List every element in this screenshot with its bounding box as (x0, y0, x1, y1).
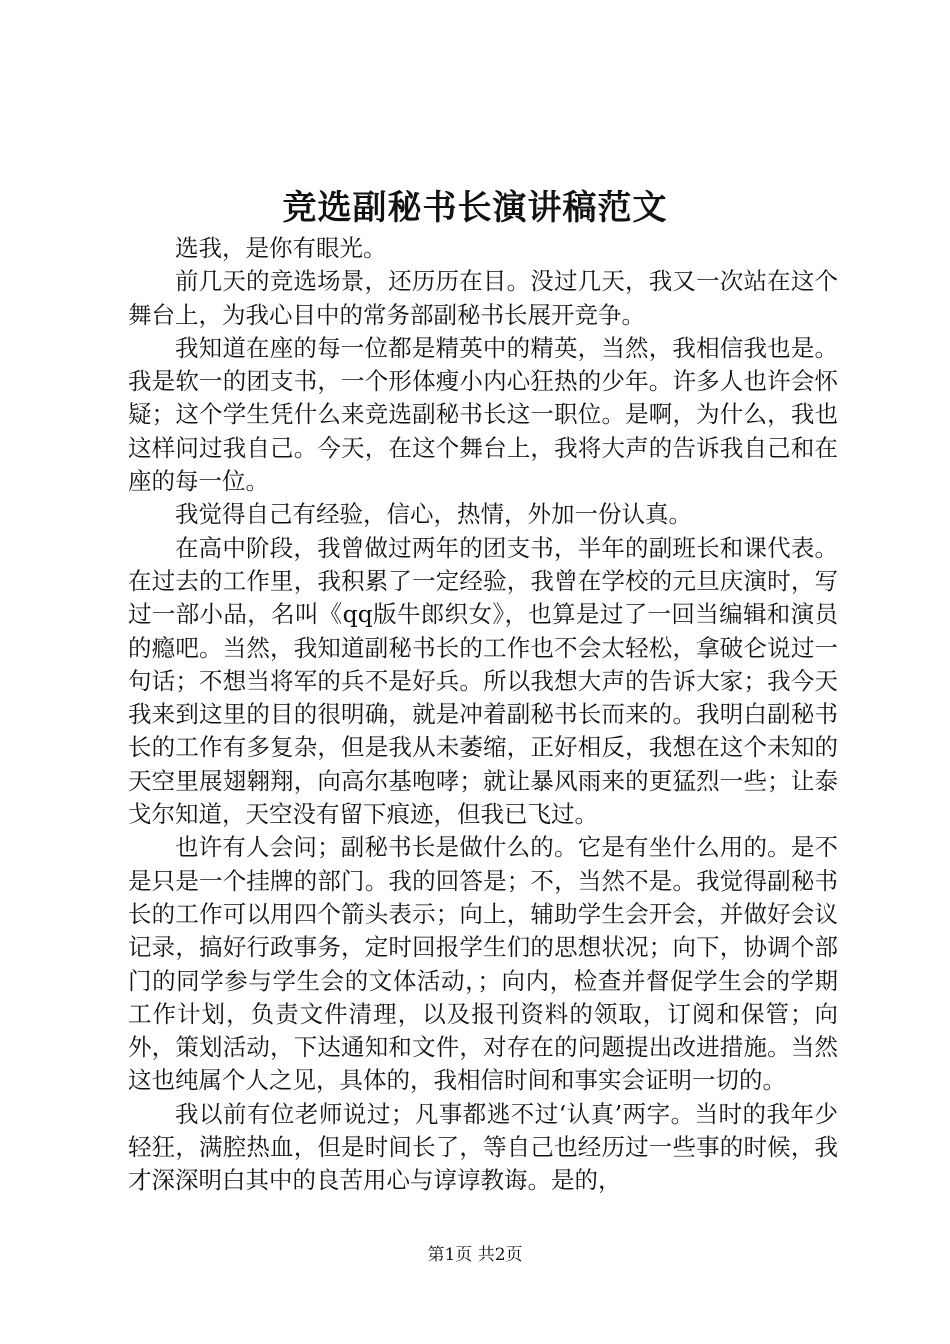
paragraph: 我以前有位老师说过；凡事都逃不过‘认真’两字。当时的我年少轻狂，满腔热血，但是时间长了，等自己也经历过一些事的时候，我才深深明白其中的良苦用心与谆谆教诲。是的， (128, 1099, 838, 1195)
page-number-footer: 第1页 共2页 (427, 1245, 523, 1265)
paragraph: 在高中阶段，我曾做过两年的团支书，半年的副班长和课代表。在过去的工作里，我积累了一定经验，我曾在学校的元旦庆演时，写过一部小品，名叫《qq版牛郎织女》，也算是过了一回当编辑和演员的瘾吧。当然，我知道副秘书长的工作也不会太轻松，拿破仑说过一句话；不想当将军的兵不是好兵。所以我想大声的告诉大家；我今天我来到这里的目的很明确，就是冲着副秘书长而来的。我明白副秘书长的工作有多复杂，但是我从未萎缩，正好相反，我想在这个未知的天空里展翅翱翔，向高尔基咆哮；就让暴风雨来的更猛烈一些；让泰戈尔知道，天空没有留下痕迹，但我已飞过。 (128, 533, 838, 829)
paragraph: 选我，是你有眼光。 (175, 234, 387, 262)
paragraph: 我觉得自己有经验，信心，热情，外加一份认真。 (175, 500, 692, 529)
paragraph: 前几天的竞选场景，还历历在目。没过几天，我又一次站在这个舞台上，为我心目中的常务部副秘书长展开竞争。 (128, 267, 838, 329)
document-title: 竞选副秘书长演讲稿范文 (282, 188, 668, 228)
document-body (128, 232, 838, 1198)
paragraph: 也许有人会问；副秘书长是做什么的。它是有坐什么用的。是不是只是一个挂牌的部门。我的回答是；不，当然不是。我觉得副秘书长的工作可以用四个箭头表示；向上，辅助学生会开会，并做好会议记录，搞好行政事务，定时回报学生们的思想状况；向下，协调个部门的同学参与学生会的文体活动，；向内，检查并督促学生会的学期工作计划，负责文件清理，以及报刊资料的领取，订阅和保管；向外，策划活动，下达通知和文件，对存在的问题提出改进措施。当然这也纯属个人之见，具体的，我相信时间和事实会证明一切的。 (128, 833, 838, 1095)
paragraph: 我知道在座的每一位都是精英中的精英，当然，我相信我也是。我是软一的团支书，一个形体瘦小内心狂热的少年。许多人也许会怀疑；这个学生凭什么来竞选副秘书长这一职位。是啊，为什么，我也这样问过我自己。今天，在这个舞台上，我将大声的告诉我自己和在座的每一位。 (128, 333, 838, 496)
